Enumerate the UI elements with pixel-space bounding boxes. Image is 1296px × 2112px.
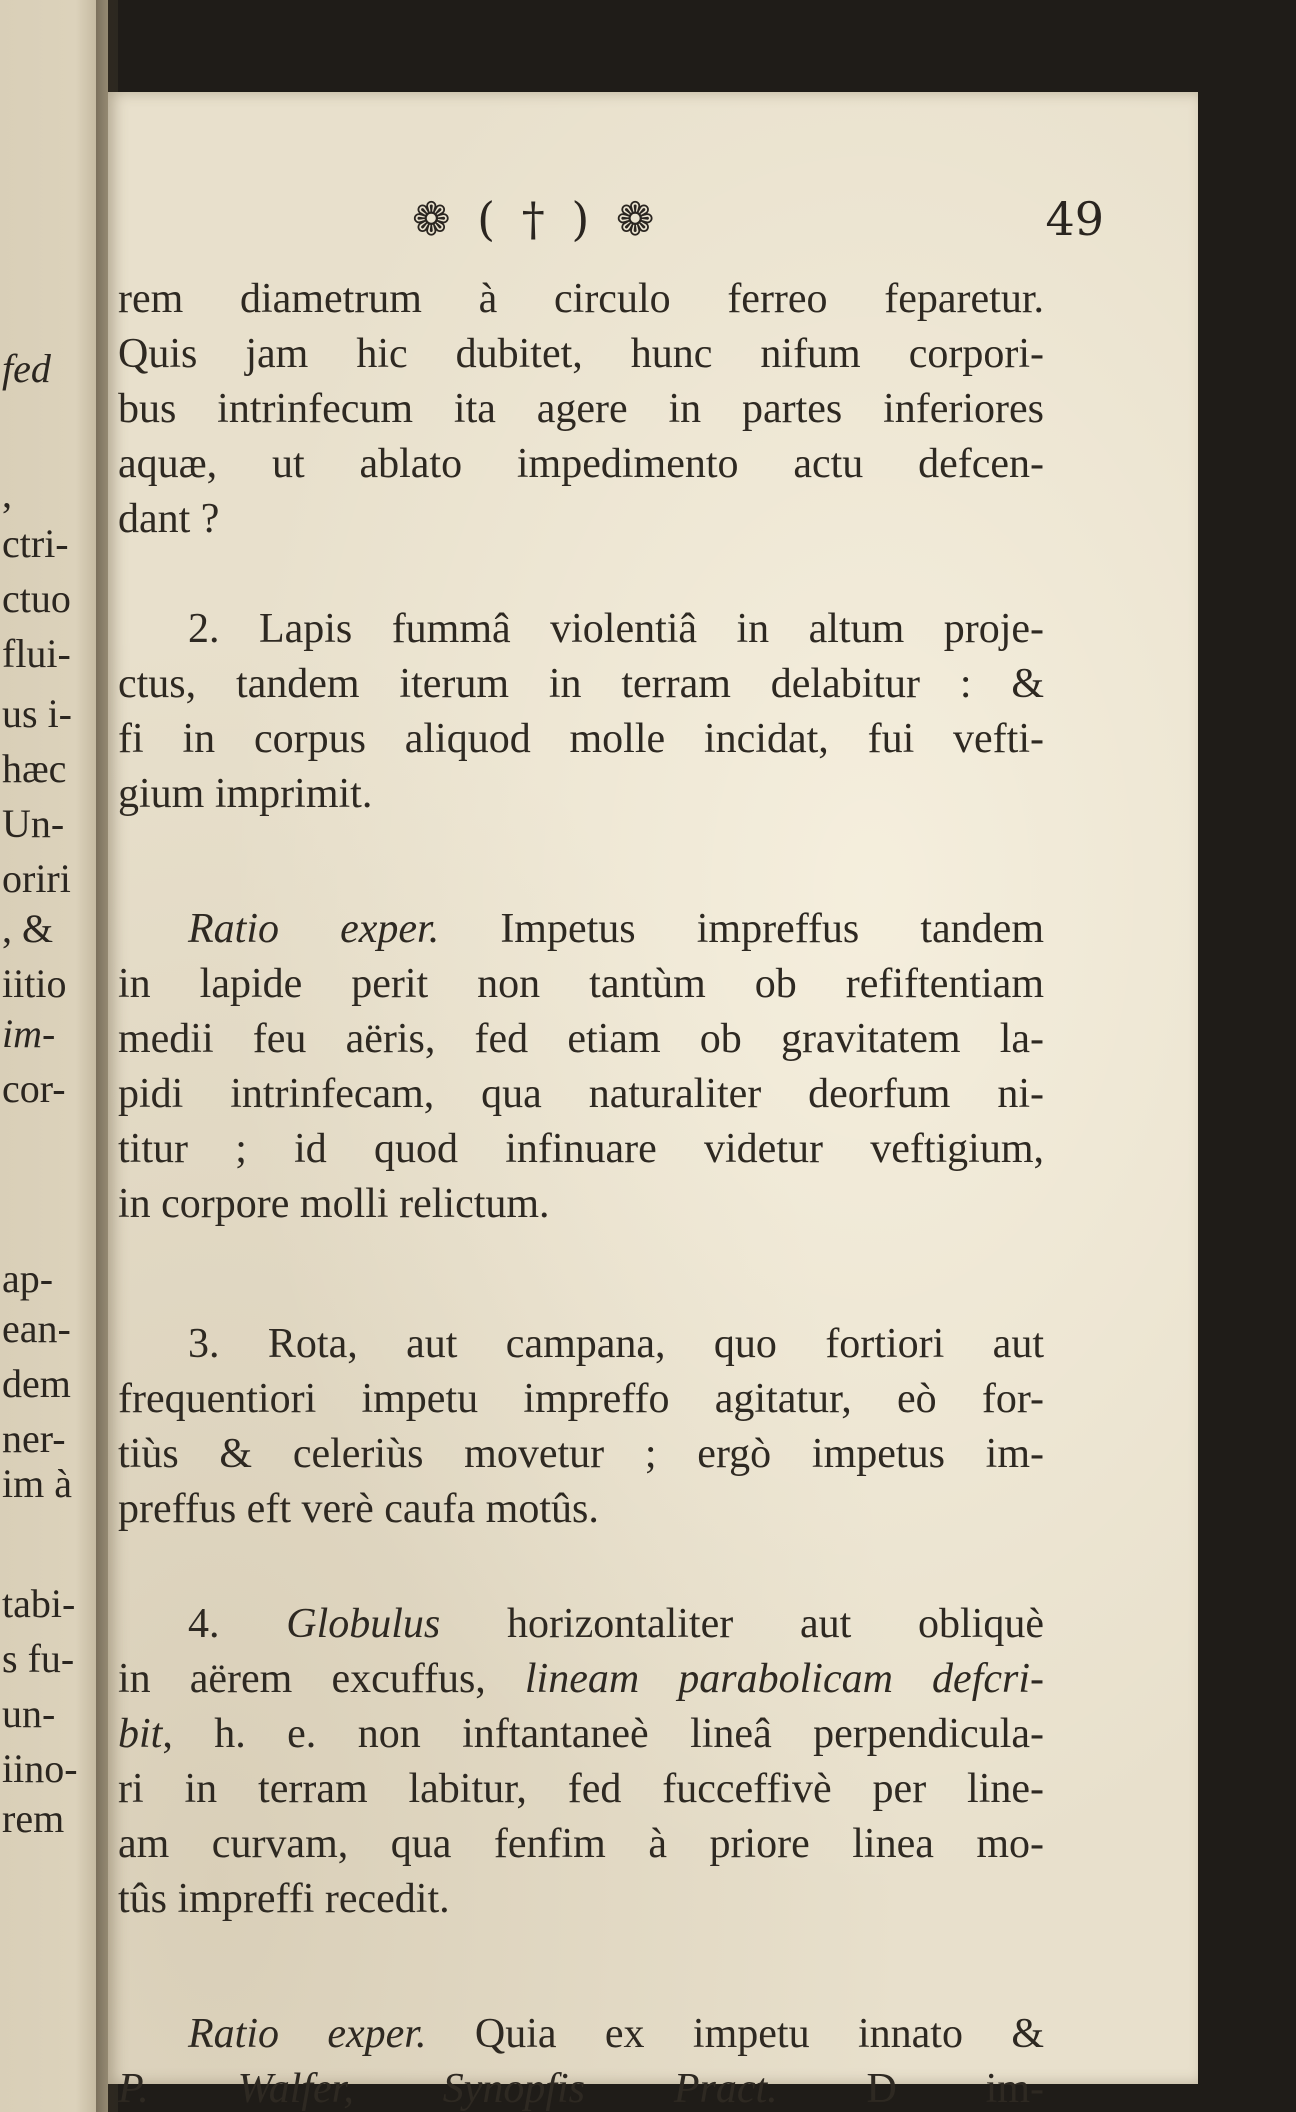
text-segment: D im- bbox=[777, 2066, 1044, 2112]
text-segment: in lapide perit non tantùm ob refiftentiam bbox=[118, 961, 1044, 1007]
text-line bbox=[118, 1069, 1044, 1119]
text-segment: rem diametrum à circulo ferreo feparetur. bbox=[118, 276, 1044, 322]
text-segment: fi in corpus aliquod molle incidat, fui vefti- bbox=[118, 716, 1044, 762]
margin-fragment: ctri- bbox=[2, 521, 69, 566]
text-line bbox=[118, 1764, 1044, 1814]
text-segment: ri in terram labitur, fed fucceffivè per line- bbox=[118, 1766, 1044, 1812]
italic-segment: lineam parabolicam defcri- bbox=[524, 1656, 1045, 1702]
text-line bbox=[188, 1599, 1044, 1649]
text-line bbox=[118, 2064, 1044, 2112]
text-line bbox=[118, 769, 372, 819]
adjacent-page-strip bbox=[0, 0, 108, 2112]
margin-fragment: , bbox=[2, 471, 12, 516]
page-number: 49 bbox=[1045, 192, 1104, 246]
text-line bbox=[118, 494, 219, 544]
margin-fragment: iitio bbox=[2, 961, 67, 1006]
text-segment: bus intrinfecum ita agere in partes inferiores bbox=[118, 386, 1044, 432]
text-segment: Quia ex impetu innato & bbox=[426, 2011, 1044, 2057]
text-segment: ctus, tandem iterum in terram delabitur : & bbox=[118, 661, 1044, 707]
margin-fragment: Un- bbox=[2, 801, 65, 846]
text-line bbox=[118, 1374, 1044, 1424]
text-line bbox=[118, 1014, 1044, 1064]
text-line bbox=[188, 1319, 1044, 1369]
text-line bbox=[118, 1429, 1044, 1479]
text-line bbox=[118, 329, 1044, 379]
italic-segment: bit bbox=[118, 1711, 163, 1757]
ornament-head: ❁ ( † ) ❁ bbox=[412, 192, 661, 246]
text-line bbox=[118, 959, 1044, 1009]
margin-fragment: ap- bbox=[2, 1256, 54, 1301]
text-line bbox=[118, 1124, 1044, 1174]
italic-segment: Ratio exper. bbox=[188, 2011, 427, 2057]
text-segment: 3. Rota, aut campana, quo fortiori aut bbox=[188, 1321, 1044, 1367]
running-head bbox=[108, 192, 1198, 252]
text-segment: 4. bbox=[188, 1601, 287, 1647]
text-segment: Impetus impreffus tandem bbox=[439, 906, 1044, 952]
margin-fragment: ner- bbox=[2, 1416, 66, 1461]
text-line bbox=[118, 384, 1044, 434]
text-segment: gium imprimit. bbox=[118, 771, 373, 817]
italic-segment: Globulus bbox=[286, 1601, 441, 1647]
margin-fragment: s fu- bbox=[2, 1636, 75, 1681]
italic-segment: P. Walfer, Synopfis Pract. bbox=[118, 2066, 778, 2112]
text-segment: titur ; id quod infinuare videtur veftigium, bbox=[118, 1126, 1044, 1172]
text-line bbox=[118, 1484, 599, 1534]
text-segment: am curvam, qua fenfim à priore linea mo- bbox=[118, 1821, 1044, 1867]
text-line bbox=[118, 659, 1044, 709]
text-line bbox=[118, 714, 1044, 764]
text-segment: pidi intrinfecam, qua naturaliter deorfum ni- bbox=[118, 1071, 1044, 1117]
text-segment: Quis jam hic dubitet, hunc nifum corpori- bbox=[118, 331, 1044, 377]
text-line bbox=[188, 904, 1044, 954]
margin-fragment: oriri bbox=[2, 856, 71, 901]
margin-fragment: flui- bbox=[2, 631, 71, 676]
margin-fragment: hæc bbox=[2, 746, 67, 791]
text-line bbox=[118, 439, 1044, 489]
text-line bbox=[188, 604, 1044, 654]
text-segment: medii feu aëris, fed etiam ob gravitatem la- bbox=[118, 1016, 1044, 1062]
margin-fragment: un- bbox=[2, 1691, 56, 1736]
text-line bbox=[118, 1179, 550, 1229]
text-line bbox=[118, 1654, 1044, 1704]
text-line bbox=[118, 1819, 1044, 1869]
text-segment: horizontaliter aut obliquè bbox=[440, 1601, 1044, 1647]
book-page bbox=[108, 92, 1198, 2112]
margin-fragment: us i- bbox=[2, 691, 72, 736]
margin-fragment: , & bbox=[2, 906, 54, 951]
text-line bbox=[118, 274, 1044, 324]
margin-fragment: im- bbox=[2, 1011, 56, 1056]
text-segment: frequentiori impetu impreffo agitatur, eò for- bbox=[118, 1376, 1044, 1422]
text-segment: in aërem excuffus, bbox=[118, 1656, 525, 1702]
margin-fragment: iino- bbox=[2, 1746, 78, 1791]
text-line bbox=[118, 1709, 1044, 1759]
margin-fragment: fed bbox=[2, 346, 51, 391]
text-segment: aquæ, ut ablato impedimento actu defcen- bbox=[118, 441, 1044, 487]
text-line bbox=[118, 1874, 450, 1924]
text-segment: 2. Lapis fummâ violentiâ in altum proje- bbox=[188, 606, 1044, 652]
text-segment: tiùs & celeriùs movetur ; ergò impetus im- bbox=[118, 1431, 1044, 1477]
margin-fragment: rem bbox=[2, 1796, 65, 1841]
margin-fragment: tabi- bbox=[2, 1581, 76, 1626]
margin-fragment: ean- bbox=[2, 1306, 71, 1351]
text-segment: tûs impreffi recedit. bbox=[118, 1876, 450, 1922]
text-segment: in corpore molli relictum. bbox=[118, 1181, 550, 1227]
italic-segment: Ratio exper. bbox=[188, 906, 440, 952]
text-segment: dant ? bbox=[118, 496, 220, 542]
text-segment: , h. e. non inftantaneè lineâ perpendicula- bbox=[162, 1711, 1044, 1757]
margin-fragment: ctuo bbox=[2, 576, 71, 621]
text-segment: preffus eft verè caufa motûs. bbox=[118, 1486, 599, 1532]
text-line bbox=[188, 2009, 1044, 2059]
margin-fragment: cor- bbox=[2, 1066, 66, 1111]
margin-fragment: im à bbox=[2, 1461, 72, 1506]
margin-fragment: dem bbox=[2, 1361, 71, 1406]
